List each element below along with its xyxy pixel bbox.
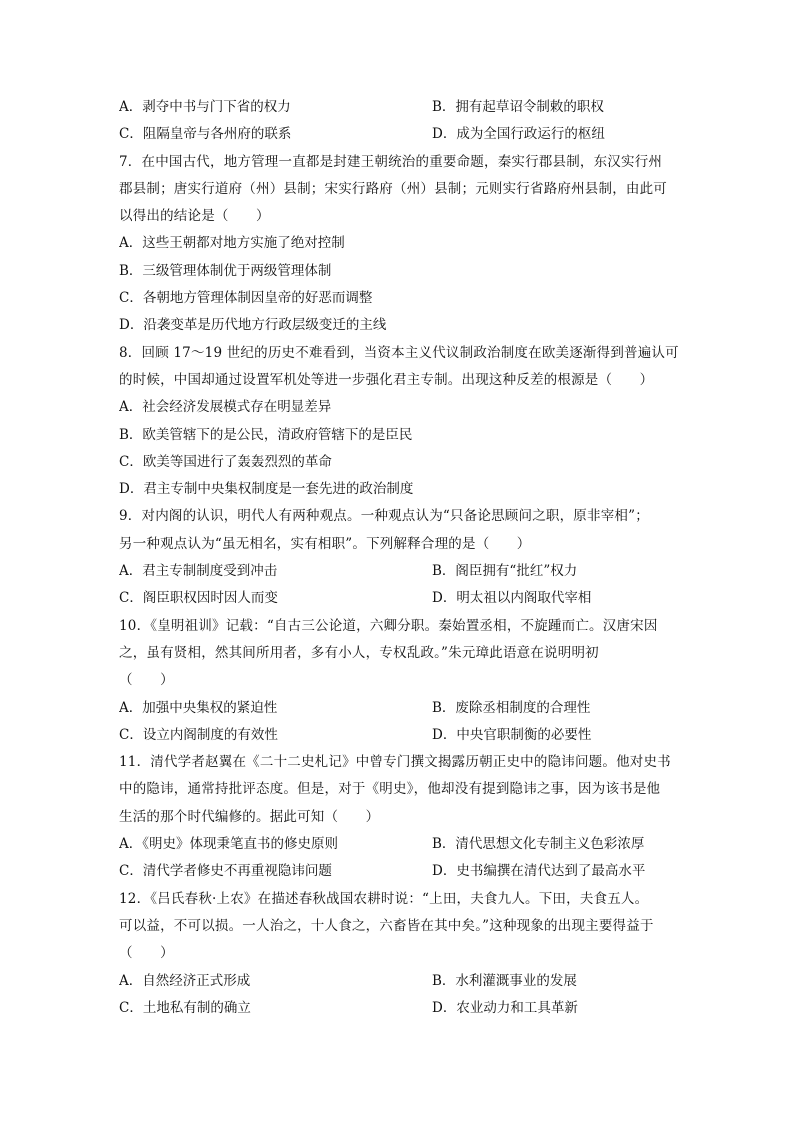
question-stem-line: 郡县制；唐实行道府（州）县制；宋实行路府（州）县制；元则实行省路府州县制，由此可 bbox=[119, 180, 667, 197]
question-block bbox=[119, 149, 679, 340]
question-stem-line: 中的隐讳，通常持批评态度。但是，对于《明史》，他却没有提到隐讳之事，因为该书是他 bbox=[119, 781, 661, 798]
question-stem bbox=[119, 149, 679, 231]
option-row bbox=[119, 121, 679, 148]
option-row bbox=[119, 722, 679, 749]
question-block bbox=[119, 886, 679, 1022]
question-block bbox=[119, 613, 679, 749]
question-stem-line: （ ） bbox=[119, 945, 174, 962]
answer-option: B．清代思想文化专制主义色彩浓厚 bbox=[432, 836, 645, 853]
answer-option: D．沿袭变革是历代地方行政层级变迁的主线 bbox=[119, 317, 387, 334]
option-row bbox=[119, 995, 679, 1022]
question-stem bbox=[119, 340, 679, 395]
answer-option: B．欧美管辖下的是公民，清政府管辖下的是臣民 bbox=[119, 426, 413, 443]
answer-option: C．各朝地方管理体制因皇帝的好恶而调整 bbox=[119, 290, 373, 307]
question-stem-line: 12．《吕氏春秋·上农》在描述春秋战国农耕时说：“上田，夫食九人。下田，夫食五人。 bbox=[119, 890, 649, 907]
option-row bbox=[119, 585, 679, 612]
question-stem-line: 生活的那个时代编修的。据此可知（ ） bbox=[119, 808, 380, 825]
answer-option: A．社会经济发展模式存在明显差异 bbox=[119, 399, 332, 416]
answer-option: B．拥有起草诏令制敕的职权 bbox=[432, 99, 604, 115]
answer-option: D．史书编撰在清代达到了最高水平 bbox=[432, 863, 646, 880]
question-stem-line: 10．《皇明祖训》记载：“自古三公论道，六卿分职。秦始置丞相，不旋踵而亡。汉唐宋因 bbox=[119, 617, 658, 634]
question-block bbox=[119, 340, 679, 504]
option-row bbox=[119, 558, 679, 585]
answer-option: A．君主专制制度受到冲击 bbox=[119, 563, 278, 580]
answer-option: A．这些王朝都对地方实施了绝对控制 bbox=[119, 235, 345, 252]
question-stem-line: 9．对内阁的认识，明代人有两种观点。一种观点认为“只备论思顾问之职，原非宰相”； bbox=[119, 508, 649, 525]
answer-option: C．清代学者修史不再重视隐讳问题 bbox=[119, 863, 332, 880]
question-stem-line: 8．回顾 17～19 世纪的历史不难看到，当资本主义代议制政治制度在欧美逐渐得到普遍认可 bbox=[119, 344, 679, 361]
question-stem-line: （ ） bbox=[119, 672, 174, 689]
question-stem bbox=[119, 886, 679, 968]
question-block bbox=[119, 94, 679, 149]
question-stem-line: 的时候，中国却通过设置军机处等进一步强化君主专制。出现这种反差的根源是（ ） bbox=[119, 371, 654, 388]
answer-option: C．欧美等国进行了轰轰烈烈的革命 bbox=[119, 453, 332, 470]
answer-option: A．自然经济正式形成 bbox=[119, 972, 251, 989]
option-row bbox=[119, 858, 679, 885]
answer-option: D．农业动力和工具革新 bbox=[432, 999, 578, 1016]
answer-option: D．君主专制中央集权制度是一套先进的政治制度 bbox=[119, 481, 414, 498]
option-row bbox=[119, 968, 679, 995]
question-stem bbox=[119, 503, 679, 558]
answer-option: B．水利灌溉事业的发展 bbox=[432, 972, 577, 989]
question-stem-line: 11．清代学者赵翼在《二十二史札记》中曾专门撰文揭露历朝正史中的隐讳问题。他对史书 bbox=[119, 754, 671, 771]
option-row bbox=[119, 94, 679, 121]
answer-option: C．阁臣职权因时因人而变 bbox=[119, 590, 278, 607]
answer-option: C．设立内阁制度的有效性 bbox=[119, 726, 278, 743]
answer-option: D．中央官职制衡的必要性 bbox=[432, 726, 592, 743]
option-row bbox=[119, 831, 679, 858]
question-stem bbox=[119, 613, 679, 695]
exam-page-content bbox=[119, 94, 679, 1022]
option-row bbox=[119, 695, 679, 722]
question-stem-line: 可以益，不可以损。一人治之，十人食之，六畜皆在其中矣。”这种现象的出现主要得益于 bbox=[119, 917, 654, 934]
answer-option: B．废除丞相制度的合理性 bbox=[432, 699, 591, 716]
question-block bbox=[119, 503, 679, 612]
answer-option: C．阻隔皇帝与各州府的联系 bbox=[119, 126, 292, 143]
question-block bbox=[119, 749, 679, 885]
question-stem bbox=[119, 749, 679, 831]
answer-option: B．阁臣拥有“批红”权力 bbox=[432, 563, 578, 580]
answer-option: D．成为全国行政运行的枢纽 bbox=[432, 126, 605, 143]
answer-option: C．土地私有制的确立 bbox=[119, 999, 251, 1016]
question-stem-line: 另一种观点认为“虽无相名，实有相职”。下列解释合理的是（ ） bbox=[119, 535, 531, 552]
answer-option: A．《明史》体现秉笔直书的修史原则 bbox=[119, 836, 338, 853]
answer-option: A．剥夺中书与门下省的权力 bbox=[119, 99, 291, 115]
answer-option: A．加强中央集权的紧迫性 bbox=[119, 699, 278, 716]
answer-option: D．明太祖以内阁取代宰相 bbox=[432, 590, 592, 607]
answer-option: B．三级管理体制优于两级管理体制 bbox=[119, 262, 332, 279]
question-stem-line: 以得出的结论是（ ） bbox=[119, 208, 270, 225]
question-stem-line: 7．在中国古代，地方管理一直都是封建王朝统治的重要命题，秦实行郡县制，东汉实行州 bbox=[119, 153, 663, 170]
question-stem-line: 之，虽有贤相，然其间所用者，多有小人，专权乱政。”朱元璋此语意在说明明初 bbox=[119, 644, 599, 661]
